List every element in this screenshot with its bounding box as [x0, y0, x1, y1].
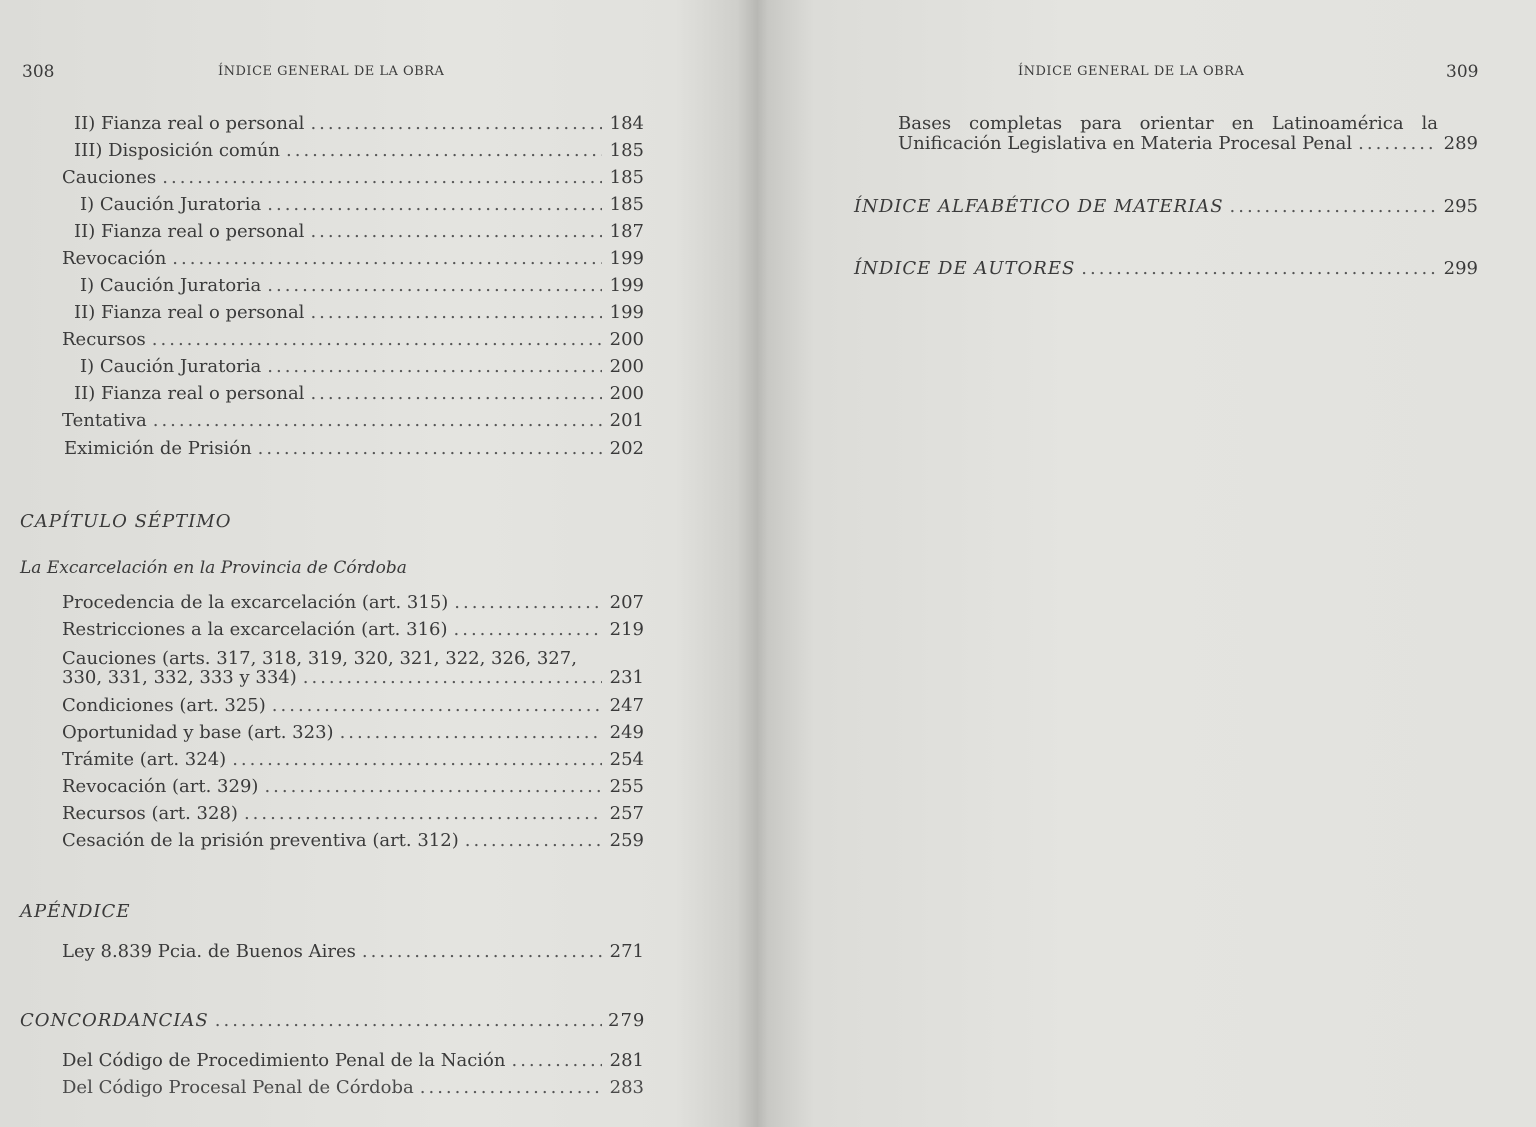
toc-entry: Ley 8.839 Pcia. de Buenos Aires ..... 271 — [62, 941, 644, 963]
left-page — [0, 0, 760, 1127]
toc-entry: Trámite (art. 324) ..... 254 — [62, 749, 644, 771]
toc-entry: 330, 331, 332, 333 y 334) ..... 231 — [62, 667, 644, 689]
toc-entry: II) Fianza real o personal ..... 187 — [74, 221, 644, 243]
toc-entry-line1: Bases completas para orientar en Latinoamérica la — [898, 113, 1438, 134]
toc-entry: Cauciones ..... 185 — [62, 167, 644, 189]
running-head-right: ÍNDICE GENERAL DE LA OBRA — [1018, 64, 1245, 79]
toc-entry: I) Caución Juratoria ..... 185 — [80, 194, 644, 216]
toc-entry: Condiciones (art. 325) ..... 247 — [62, 695, 644, 717]
toc-entry: Unificación Legislativa en Materia Procesal Penal ..... 289 — [898, 133, 1478, 155]
toc-entry: Procedencia de la excarcelación (art. 315) ..... 207 — [62, 592, 644, 614]
chapter-subtitle: La Excarcelación en la Provincia de Córdoba — [20, 558, 407, 578]
toc-entry: Recursos (art. 328) ..... 257 — [62, 803, 644, 825]
toc-entry: Eximición de Prisión ..... 202 — [64, 438, 644, 460]
toc-entry: II) Fianza real o personal ..... 184 — [74, 113, 644, 135]
toc-entry-indice-materias: ÍNDICE ALFABÉTICO DE MATERIAS ..... 295 — [854, 196, 1478, 218]
toc-entry: Del Código Procesal Penal de Córdoba ..... 283 — [62, 1077, 644, 1099]
toc-entry-concordancias: CONCORDANCIAS ..... 279 — [20, 1010, 644, 1032]
page-number-left: 308 — [22, 62, 55, 82]
toc-entry: II) Fianza real o personal ..... 200 — [74, 383, 644, 405]
chapter-heading: CAPÍTULO SÉPTIMO — [20, 511, 232, 532]
page-number-right: 309 — [1446, 62, 1479, 82]
toc-entry: Revocación ..... 199 — [62, 248, 644, 270]
toc-entry: I) Caución Juratoria ..... 200 — [80, 356, 644, 378]
toc-entry-indice-autores: ÍNDICE DE AUTORES ..... 299 — [854, 258, 1478, 280]
toc-entry: Cesación de la prisión preventiva (art. 312) ..... 259 — [62, 830, 644, 852]
toc-entry: Del Código de Procedimiento Penal de la Nación ..... 281 — [62, 1050, 644, 1072]
toc-entry: III) Disposición común ..... 185 — [74, 140, 644, 162]
running-head-left: ÍNDICE GENERAL DE LA OBRA — [218, 64, 445, 79]
toc-entry: Tentativa ..... 201 — [62, 410, 644, 432]
appendix-heading: APÉNDICE — [20, 901, 131, 922]
toc-entry: Recursos ..... 200 — [62, 329, 644, 351]
toc-entry: Revocación (art. 329) ..... 255 — [62, 776, 644, 798]
right-page — [770, 0, 1536, 1127]
toc-entry: Oportunidad y base (art. 323) ..... 249 — [62, 722, 644, 744]
toc-entry: II) Fianza real o personal ..... 199 — [74, 302, 644, 324]
toc-entry: Restricciones a la excarcelación (art. 316) ..... 219 — [62, 619, 644, 641]
toc-entry-line1: Cauciones (arts. 317, 318, 319, 320, 321, 322, 326, 327, — [62, 648, 577, 669]
toc-entry: I) Caución Juratoria ..... 199 — [80, 275, 644, 297]
